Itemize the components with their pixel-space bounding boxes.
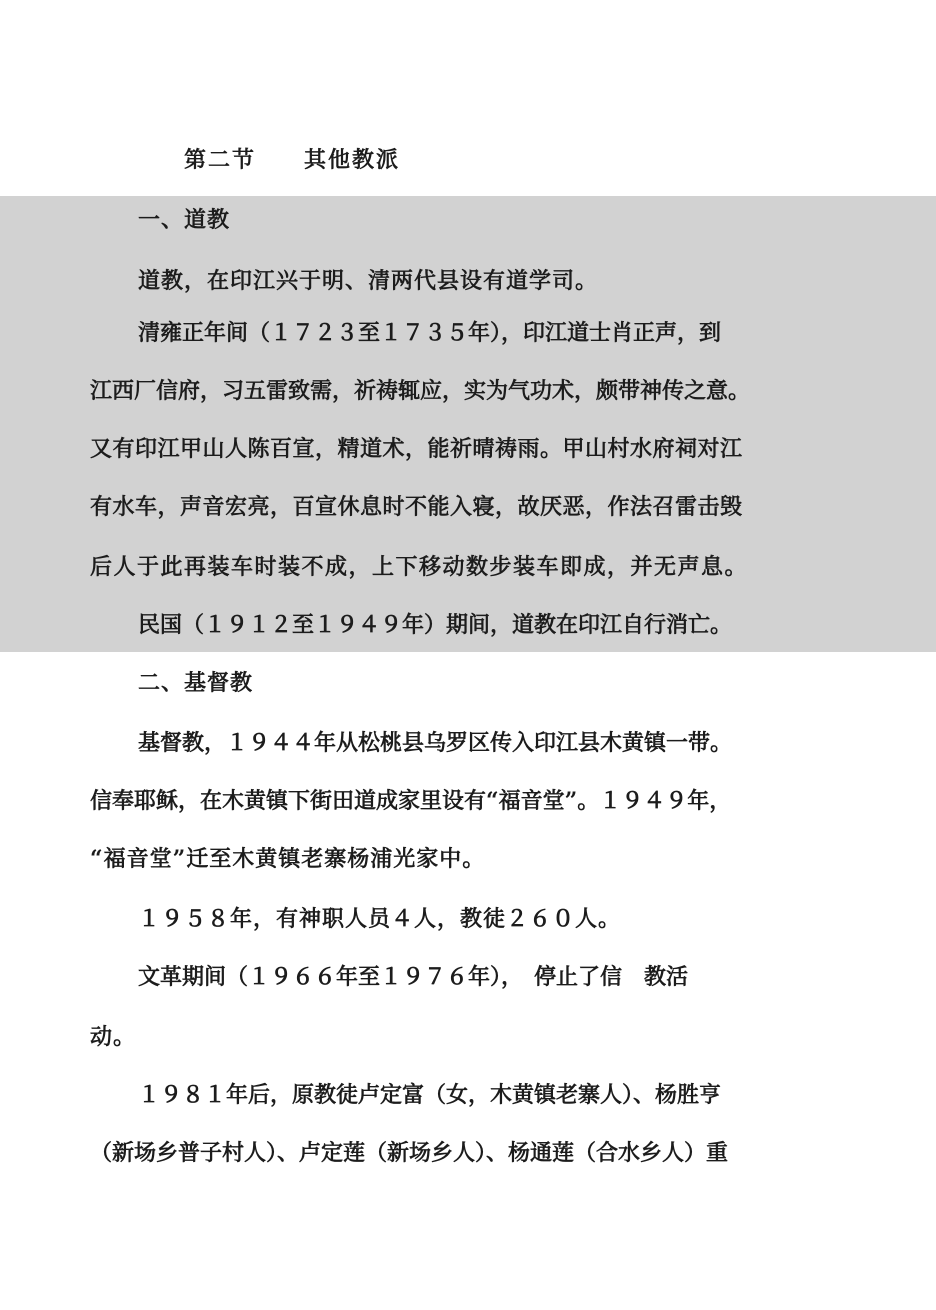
- paragraph-line: 道教，在印江兴于明、清两代县设有道学司。: [138, 268, 599, 294]
- highlight-band: [0, 196, 936, 652]
- paragraph-line: 基督教，１９４４年从松桃县乌罗区传入印江县木黄镇一带。: [138, 730, 733, 756]
- paragraph-line: 后人于此再装车时装不成，上下移动数步装车即成，并无声息。: [90, 554, 749, 580]
- heading-christianity: 二、基督教: [138, 670, 254, 696]
- paragraph-line: 信奉耶稣，在木黄镇下街田道成家里设有“福音堂”。１９４９年，: [90, 788, 732, 814]
- paragraph-line: 江西厂信府，习五雷致需，祈祷辄应，实为气功术，颇带神传之意。: [90, 378, 751, 404]
- paragraph-line: “福音堂”迁至木黄镇老寨杨浦光家中。: [90, 846, 486, 872]
- paragraph-line: 文革期间（１９６６年至１９７６年）， 停止了信 教活: [138, 964, 689, 990]
- paragraph-line: 又有印江甲山人陈百宣，精道术，能祈晴祷雨。甲山村水府祠对江: [90, 436, 743, 462]
- paragraph-line: 民国（１９１２至１９４９年）期间，道教在印江自行消亡。: [138, 612, 733, 638]
- section-title: 第二节 其他教派: [184, 147, 401, 173]
- paragraph-line: １９８１年后，原教徒卢定富（女，木黄镇老寨人）、杨胜亨: [138, 1082, 722, 1108]
- paragraph-line: 动。: [90, 1024, 137, 1050]
- heading-taoism: 一、道教: [138, 207, 231, 233]
- paragraph-line: 清雍正年间（１７２３至１７３５年），印江道士肖正声，到: [138, 320, 722, 346]
- paragraph-line: １９５８年，有神职人员４人，教徒２６０人。: [138, 906, 622, 932]
- paragraph-line: 有水车，声音宏亮，百宣休息时不能入寝，故厌恶，作法召雷击毁: [90, 494, 743, 520]
- paragraph-line: （新场乡普子村人）、卢定莲（新场乡人）、杨通莲（合水乡人）重: [90, 1140, 729, 1166]
